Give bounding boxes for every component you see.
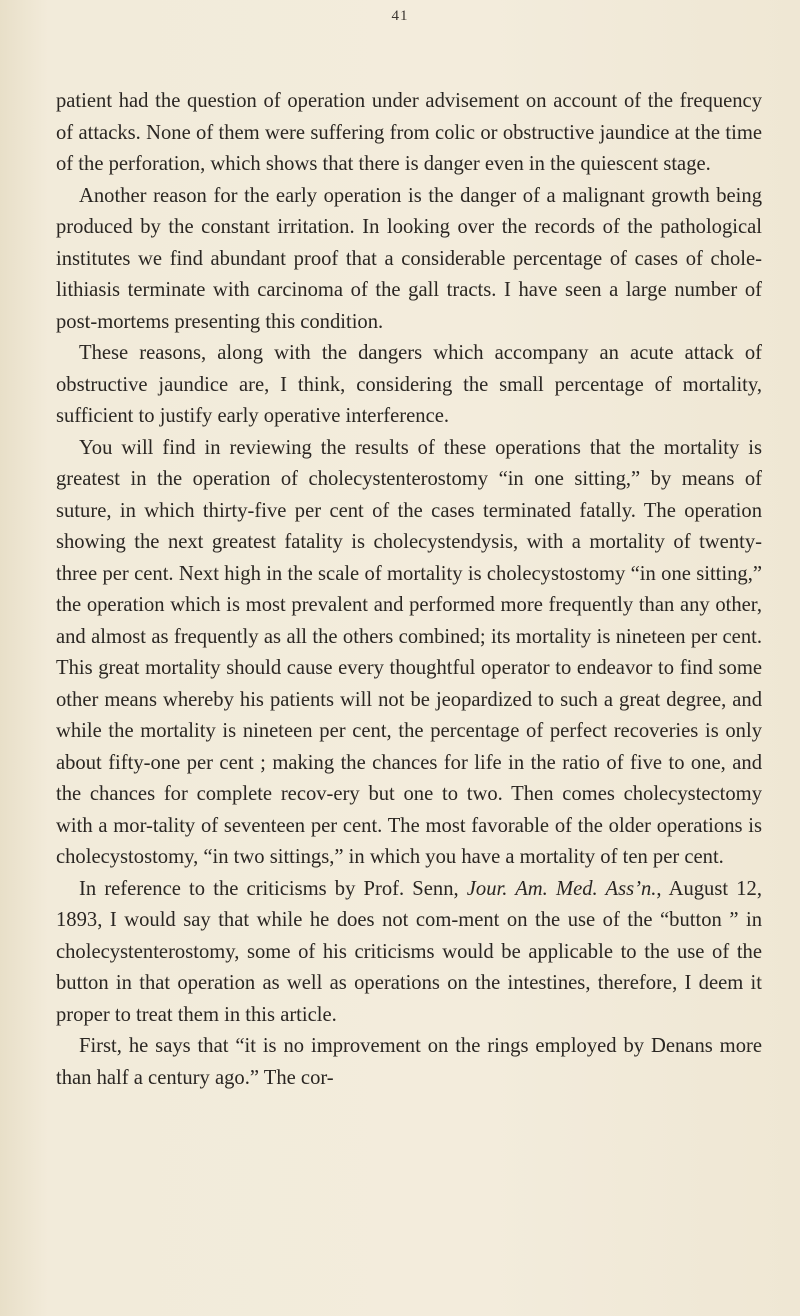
paragraph-2: Another reason for the early operation is the danger of a malignant growth being produced by the constant irritation. In looking over the records of the pathological institutes we find abundant proof that a considerable percentage of cases of chole-lithiasis terminate with carcinoma of the gall tracts. I have seen a large number of post-mortems presenting this condition. [56,184,762,333]
body-text [56,86,762,1094]
paragraph-4: You will find in reviewing the results of these operations that the mortality is greatest in the operation of cholecystenterostomy “in one sitting,” by means of suture, in which thirty-five per cent of the cases terminated fatally. The operation showing the next greatest fatality is cholecystendysis, with a mortality of twenty-three per cent. Next high in the scale of mortality is cholecystostomy “in one sitting,” the operation which is most prevalent and performed more frequently than any other, and almost as frequently as all the others combined; its mortality is nineteen per cent. This great mortality should cause every thoughtful operator to endeavor to find some other means whereby his patients will not be jeopardized to such a great degree, and while the mortality is nineteen per cent, the percentage of perfect recoveries is only about fifty-one per cent ; making the chances for life in the ratio of five to one, and the chances for complete recov-ery but one to two. Then comes cholecystectomy with a mor-tality of seventeen per cent. The most favorable of the older operations is cholecystostomy, “in two sittings,” in which you have a mortality of ten per cent. [56,436,762,868]
paragraph-6: First, he says that “it is no improvement on the rings employed by Denans more than half a century ago.” The cor- [56,1035,762,1089]
paragraph-5 [56,874,762,1032]
paragraph-5-after: , August 12, 1893, I would say that while he does not com-ment on the use of the “button ” in cholecystenterostomy, some of his criticisms would be applicable to the use of the button in that operation as well as operations on the intestines, therefore, I deem it proper to treat them in this article. [56,877,762,1026]
paragraph-5-before: In reference to the criticisms by Prof. Senn, [79,877,467,900]
paragraph-1: patient had the question of operation under advisement on account of the frequency of attacks. None of them were suffering from colic or obstructive jaundice at the time of the perforation, which shows that there is danger even in the quiescent stage. [56,90,762,175]
page-number: 41 [391,8,409,24]
paragraph-3: These reasons, along with the dangers which accompany an acute attack of obstructive jaundice are, I think, considering the small percentage of mortality, sufficient to justify early operative interference. [56,342,762,427]
journal-citation: Jour. Am. Med. Ass’n. [466,877,657,900]
